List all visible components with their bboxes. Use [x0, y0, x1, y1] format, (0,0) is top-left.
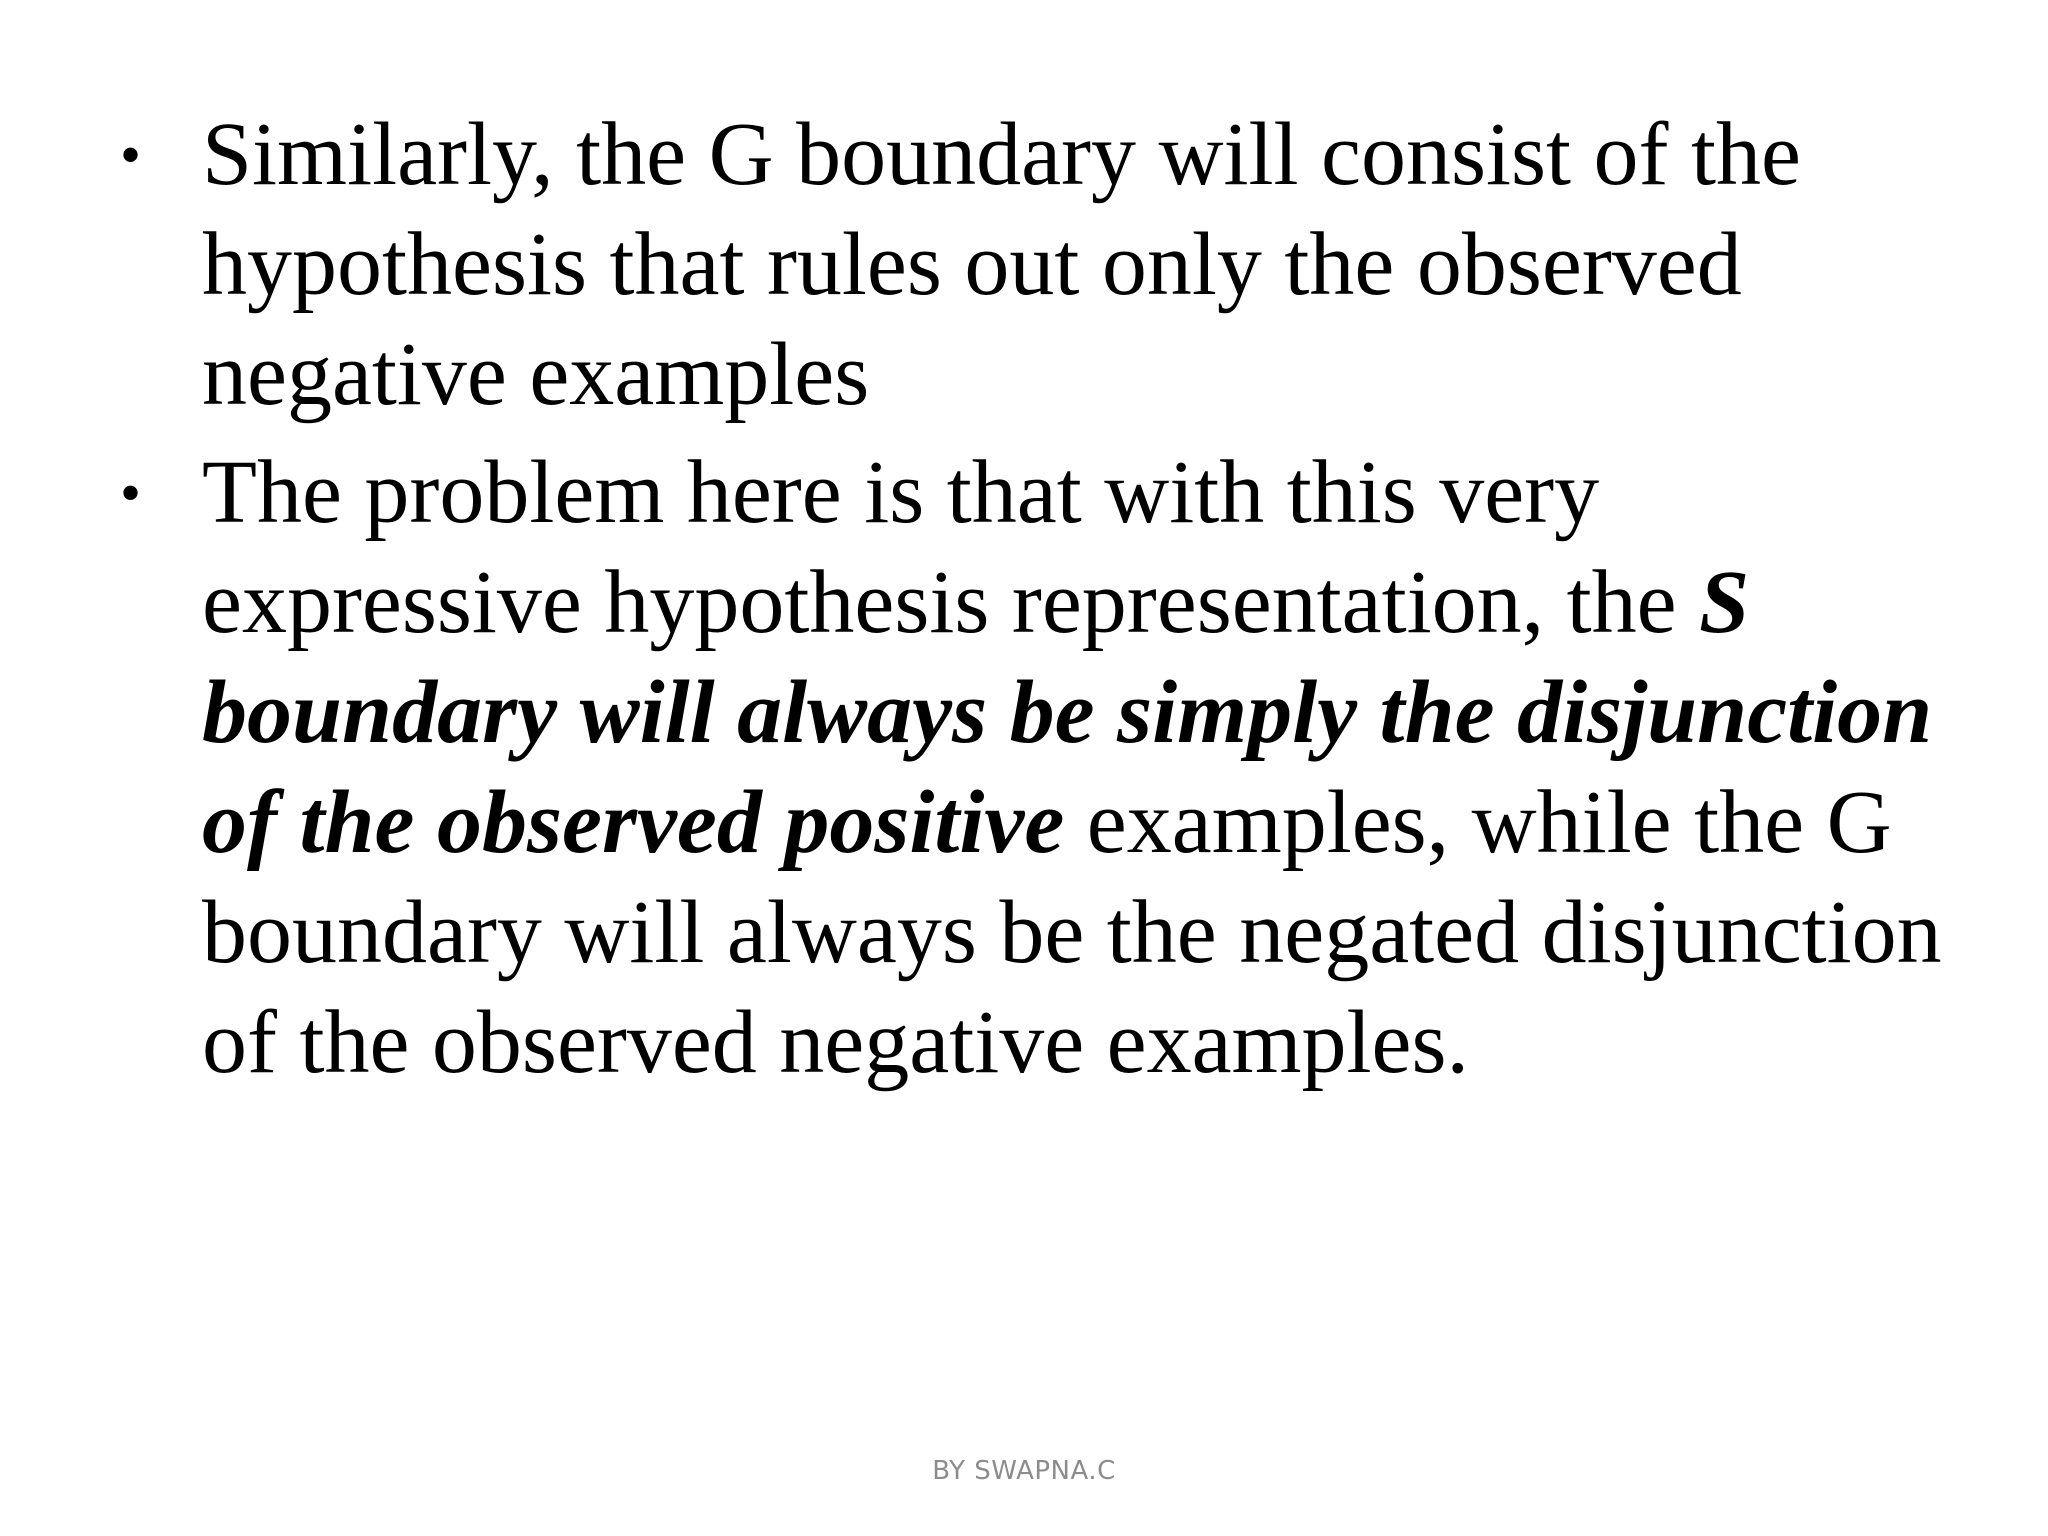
bullet-text-emphasis: S boundary will always be simply the disjunction of the observed positive: [202, 553, 1933, 872]
bullet-dot-icon: •: [120, 122, 142, 188]
bullet-text: Similarly, the G boundary will consist of the hypothesis that rules out only the observed negative examples: [202, 105, 1801, 424]
slide-footer: BY SWAPNA.C: [932, 1456, 1116, 1486]
bullet-item-g-boundary: [120, 100, 1980, 430]
bullet-item-problem: [120, 438, 1980, 1098]
bullet-dot-icon: •: [120, 460, 142, 526]
bullet-text-before: The problem here is that with this very expressive hypothesis representation, the: [202, 443, 1700, 652]
bullet-text-after: examples, while the G boundary will always be the negated disjunction of the observed negative examples.: [202, 773, 1942, 1092]
bullet-list: [120, 100, 1980, 1106]
